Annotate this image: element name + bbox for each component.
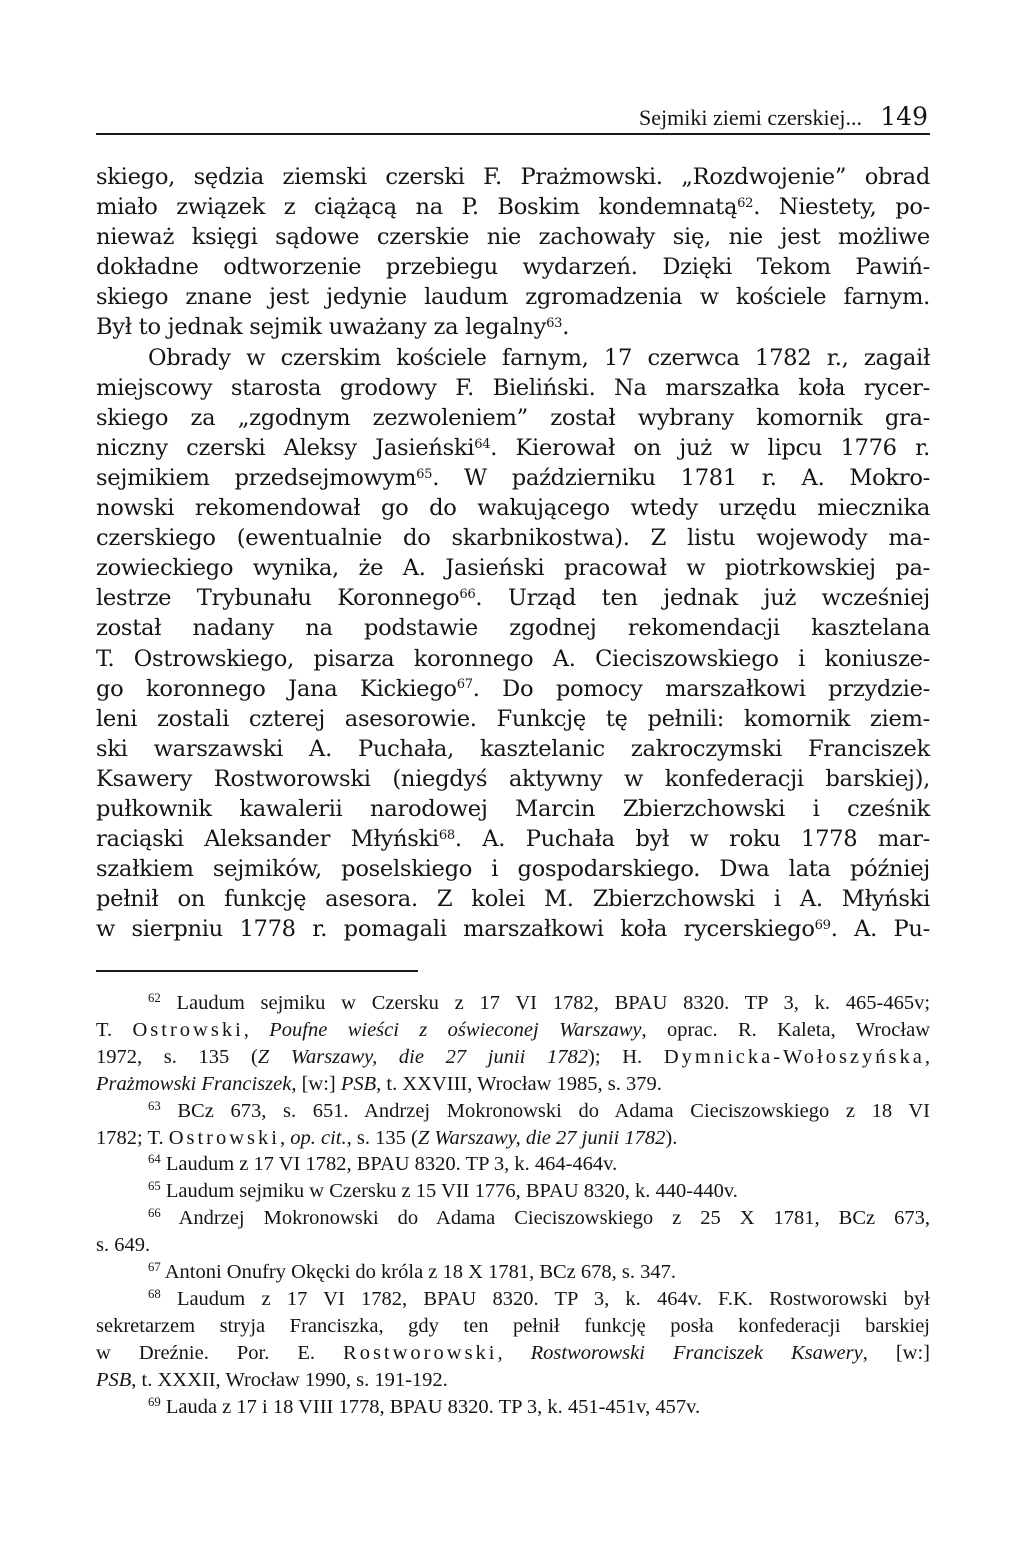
running-head <box>96 99 930 135</box>
body-line-text: . A. Puchała był w roku 1778 mar- <box>454 826 930 853</box>
footnote-text: T. <box>96 1018 113 1041</box>
work-title: Poufne wieści z oświeconej Warszawy <box>269 1018 642 1041</box>
body-line-text: T. Ostrowskiego, pisarza koronnego A. Cieciszowskiego i koniusze- <box>96 645 930 672</box>
body-line-text: miejscowy starosta grodowy F. Bieliński. Na marszałka koła rycer- <box>96 374 930 401</box>
body-line-text: skiego znane jest jedynie laudum zgromadzenia w kościele farnym. <box>96 284 930 311</box>
footnote-reference: 69 <box>814 918 831 934</box>
body-line-text: nowski rekomendował go do wakującego wtedy urzędu miecznika <box>96 495 930 522</box>
footnote-68-line <box>96 1340 930 1367</box>
work-title: Prażmowski Franciszek <box>96 1072 292 1095</box>
footnote-63-line <box>96 1125 930 1152</box>
body-line-text: lestrze Trybunału Koronnego <box>96 585 460 612</box>
footnote-68-line <box>96 1313 930 1340</box>
body-line <box>96 824 930 854</box>
footnote-text: , oprac. R. Kaleta, Wrocław <box>641 1018 931 1041</box>
body-line <box>96 764 930 794</box>
footnote-68-line <box>96 1367 930 1394</box>
footnote-text: , <box>243 1018 270 1041</box>
footnote-text: , <box>497 1341 531 1364</box>
work-title: Z Warszawy, die 27 junii 1782 <box>417 1126 666 1149</box>
body-line <box>96 884 930 914</box>
footnote-text: ); H. <box>588 1045 664 1068</box>
body-line <box>96 373 930 403</box>
footnote-number: 63 <box>148 1098 161 1113</box>
body-line <box>96 523 930 553</box>
footnote-text: Lauda z 17 i 18 VIII 1778, BPAU 8320. TP 3, k. 451-451v, 457v. <box>165 1395 701 1418</box>
footnote-text: 1782; T. <box>96 1126 169 1149</box>
running-title: Sejmiki ziemi czerskiej... <box>639 105 862 130</box>
body-line <box>96 914 930 944</box>
body-line-text: został nadany na podstawie zgodnej rekomendacji kasztelana <box>96 615 930 642</box>
body-line <box>96 282 930 312</box>
body-line-text: . Do pomocy marszałkowi przydzie- <box>472 675 930 702</box>
footnote-separator <box>96 970 418 972</box>
footnotes <box>96 990 930 1421</box>
body-line <box>96 192 930 222</box>
footnote-text: Antoni Onufry Okęcki do króla z 18 X 1781, BCz 678, s. 347. <box>164 1261 677 1284</box>
footnote-number: 67 <box>148 1260 161 1275</box>
body-line <box>96 343 930 373</box>
footnote-text: Laudum sejmiku w Czersku z 15 VII 1776, BPAU 8320, k. 440-440v. <box>165 1180 738 1203</box>
body-line-text: szałkiem sejmików, poselskiego i gospodarskiego. Dwa lata później <box>96 856 930 883</box>
spaced-author: Ostrowski <box>168 1126 280 1149</box>
body-line <box>96 613 930 643</box>
footnote-reference: 64 <box>474 436 491 452</box>
body-line <box>96 583 930 613</box>
body-line-text: leni zostali czterej asesorowie. Funkcję tę pełnili: komornik ziem- <box>96 705 930 732</box>
footnote-66-line <box>96 1232 930 1259</box>
footnote-text: Andrzej Mokronowski do Adama Cieciszowskiego z 25 X 1781, BCz 673, <box>178 1207 930 1230</box>
body-line-text: dokładne odtworzenie przebiegu wydarzeń. Dzięki Tekom Pawiń- <box>96 254 930 281</box>
footnote-62-line <box>96 1071 930 1098</box>
body-line <box>96 463 930 493</box>
body-line-text: pułkownik kawalerii narodowej Marcin Zbierzchowski i cześnik <box>96 795 930 822</box>
footnote-number: 69 <box>148 1394 161 1409</box>
footnote-reference: 62 <box>737 195 754 211</box>
body-line-text: w sierpniu 1778 r. pomagali marszałkowi koła rycerskiego <box>96 916 815 943</box>
spaced-author: Dymnicka-Wołoszyńska <box>663 1045 925 1068</box>
work-title: Rostworowski Franciszek Ksawery <box>530 1341 863 1364</box>
body-line <box>96 553 930 583</box>
footnote-reference: 68 <box>438 827 455 843</box>
body-line <box>96 644 930 674</box>
body-line <box>96 854 930 884</box>
work-title: Z Warszawy, die 27 junii 1782 <box>257 1045 589 1068</box>
body-line-text: miało związek z ciążącą na P. Boskim kondemnatą <box>96 194 738 221</box>
body-line <box>96 222 930 252</box>
body-line-text: sejmikiem przedsejmowym <box>96 464 417 491</box>
footnote-text: Laudum z 17 VI 1782, BPAU 8320. TP 3, k. 464-464v. <box>165 1153 618 1176</box>
footnote-text: ). <box>665 1126 678 1149</box>
body-line-text: Ksawery Rostworowski (niegdyś aktywny w konfederacji barskiej), <box>96 765 930 792</box>
footnote-text: , t. XXXII, Wrocław 1990, s. 191-192. <box>131 1368 448 1391</box>
body-line-text: . Niestety, po- <box>753 194 930 221</box>
footnote-68-line <box>96 1286 930 1313</box>
body-line-text: czerskiego (ewentualnie do skarbnikostwa). Z listu wojewody ma- <box>96 525 930 552</box>
footnote-63-line <box>96 1098 930 1125</box>
footnote-number: 65 <box>148 1179 161 1194</box>
body-line-text: . W październiku 1781 r. A. Mokro- <box>432 464 930 491</box>
spaced-author: Ostrowski <box>132 1018 244 1041</box>
body-line-text: go koronnego Jana Kickiego <box>96 675 457 702</box>
footnote-text: Laudum z 17 VI 1782, BPAU 8320. TP 3, k. 464v. F.K. Rostworowski był <box>176 1287 930 1310</box>
work-title: PSB <box>340 1072 377 1095</box>
footnote-text: sekretarzem stryja Franciszka, gdy ten pełnił funkcję posła konfederacji barskiej <box>96 1314 930 1337</box>
footnote-65-line <box>96 1178 930 1205</box>
footnote-reference: 63 <box>546 316 563 332</box>
body-line <box>96 734 930 764</box>
body-line-text: pełnił on funkcję asesora. Z kolei M. Zbierzchowski i A. Młyński <box>96 886 930 913</box>
footnote-number: 66 <box>148 1206 161 1221</box>
page-number: 149 <box>880 102 928 131</box>
body-line <box>96 403 930 433</box>
footnote-62-line <box>96 1044 930 1071</box>
footnote-text: BCz 673, s. 651. Andrzej Mokronowski do Adama Cieciszowskiego z 18 VI <box>177 1099 931 1122</box>
footnote-text: , [w:] <box>291 1072 341 1095</box>
footnote-text: 1972, s. 135 ( <box>96 1045 258 1068</box>
body-line-text: nieważ księgi sądowe czerskie nie zachowały się, nie jest możliwe <box>96 224 930 251</box>
footnote-67-line <box>96 1259 930 1286</box>
body-line <box>96 433 930 463</box>
footnote-62-line <box>96 1017 930 1044</box>
footnote-reference: 65 <box>416 466 433 482</box>
footnote-reference: 67 <box>456 677 473 693</box>
footnote-text: , <box>924 1045 930 1068</box>
body-line <box>96 252 930 282</box>
body-line-text: raciąski Aleksander Młyński <box>96 826 439 853</box>
body-line-text: niczny czerski Aleksy Jasieński <box>96 434 475 461</box>
footnote-text: s. 649. <box>96 1234 151 1257</box>
spaced-author: Rostworowski <box>343 1341 498 1364</box>
body-text <box>96 162 930 944</box>
footnote-text: , [w:] <box>862 1341 931 1364</box>
footnote-69-line <box>96 1394 930 1421</box>
footnote-text: , t. XXVIII, Wrocław 1985, s. 379. <box>376 1072 662 1095</box>
work-title: PSB <box>96 1368 132 1391</box>
body-line-text: zowieckiego wynika, że A. Jasieński pracował w piotrkowskiej pa- <box>96 555 930 582</box>
body-line-text: skiego za „zgodnym zezwoleniem” został wybrany komornik gra- <box>96 404 930 431</box>
body-line <box>96 674 930 704</box>
body-line-text: . A. Pu- <box>830 916 930 943</box>
body-line-text: . Kierował on już w lipcu 1776 r. <box>490 434 930 461</box>
body-line <box>96 493 930 523</box>
body-line <box>96 704 930 734</box>
footnote-reference: 66 <box>459 587 476 603</box>
footnote-number: 68 <box>148 1286 161 1301</box>
footnote-66-line <box>96 1205 930 1232</box>
footnote-number: 62 <box>148 991 161 1006</box>
body-line <box>96 794 930 824</box>
body-line-text: Obrady w czerskim kościele farnym, 17 czerwca 1782 r., zagaił <box>148 344 930 371</box>
footnote-62-line <box>96 990 930 1017</box>
body-line <box>96 312 930 342</box>
footnote-text: , <box>280 1126 291 1149</box>
body-line-text: . <box>562 314 570 341</box>
body-line-text: skiego, sędzia ziemski czerski F. Prażmowski. „Rozdwojenie” obrad <box>96 164 930 190</box>
work-title: op. cit. <box>290 1126 347 1149</box>
footnote-text: , s. 135 ( <box>346 1126 418 1149</box>
body-line-text: . Urząd ten jednak już wcześniej <box>475 585 930 612</box>
body-line <box>96 162 930 192</box>
footnote-number: 64 <box>148 1152 161 1167</box>
body-line-text: Był to jednak sejmik uważany za legalny <box>96 314 547 341</box>
body-line-text: ski warszawski A. Puchała, kasztelanic zakroczymski Franciszek <box>96 735 930 762</box>
footnote-64-line <box>96 1151 930 1178</box>
footnote-text: Laudum sejmiku w Czersku z 17 VI 1782, BPAU 8320. TP 3, k. 465-465v; <box>176 992 931 1014</box>
footnote-text: w Dreźnie. Por. E. <box>96 1341 344 1364</box>
